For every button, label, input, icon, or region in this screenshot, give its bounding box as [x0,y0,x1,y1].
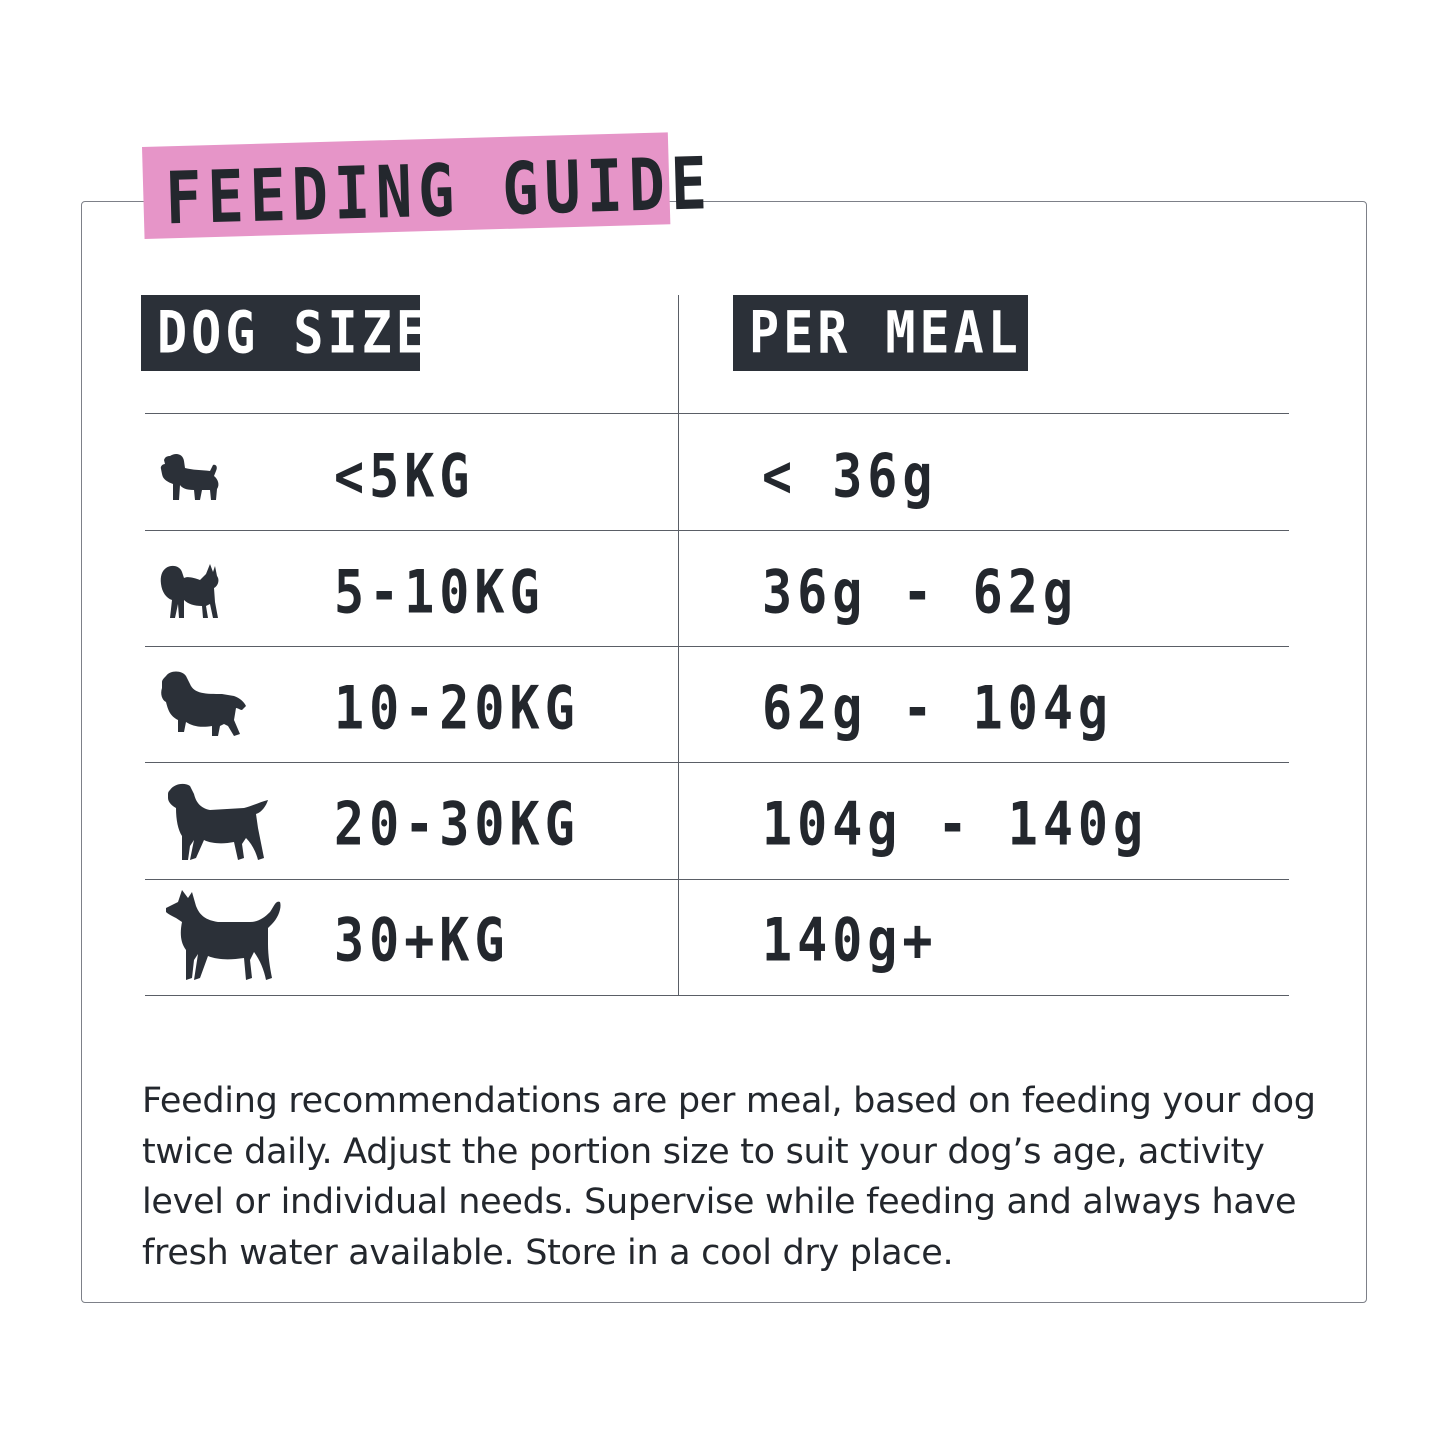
row-size: 5-10KG [334,557,545,627]
retriever-dog-icon [166,782,270,862]
column-header-per-meal [733,295,1028,371]
small-dog-icon [160,452,222,504]
row-size: 30+KG [334,905,510,975]
row-size: 10-20KG [334,673,580,743]
column-header-dog-size [141,295,430,371]
row-divider [145,413,1289,414]
row-divider [145,762,1289,763]
row-divider [145,995,1289,996]
row-size: <5KG [334,441,475,511]
shepherd-dog-icon [164,888,284,982]
row-divider [145,530,1289,531]
title-tag [142,132,715,242]
row-meal: 62g - 104g [762,673,1114,743]
row-divider [145,879,1289,880]
feeding-note: Feeding recommendations are per meal, based on feeding your dog twice daily. Adjust the portion size to suit your dog’s age, activity level or individual needs. Supervise while feeding and always have fresh water available. Store in a cool dry place. [142,1081,1316,1273]
row-meal: 140g+ [762,905,938,975]
column-header-dog-size-label: DOG SIZE [157,299,430,367]
row-divider [145,646,1289,647]
row-meal: 36g - 62g [762,557,1078,627]
spaniel-dog-icon [160,670,248,738]
row-meal: 104g - 140g [762,789,1149,859]
page-title: FEEDING GUIDE [164,142,715,242]
toy-dog-icon [160,562,222,622]
column-header-per-meal-label: PER MEAL [749,299,1022,367]
row-meal: < 36g [762,441,938,511]
row-size: 20-30KG [334,789,580,859]
